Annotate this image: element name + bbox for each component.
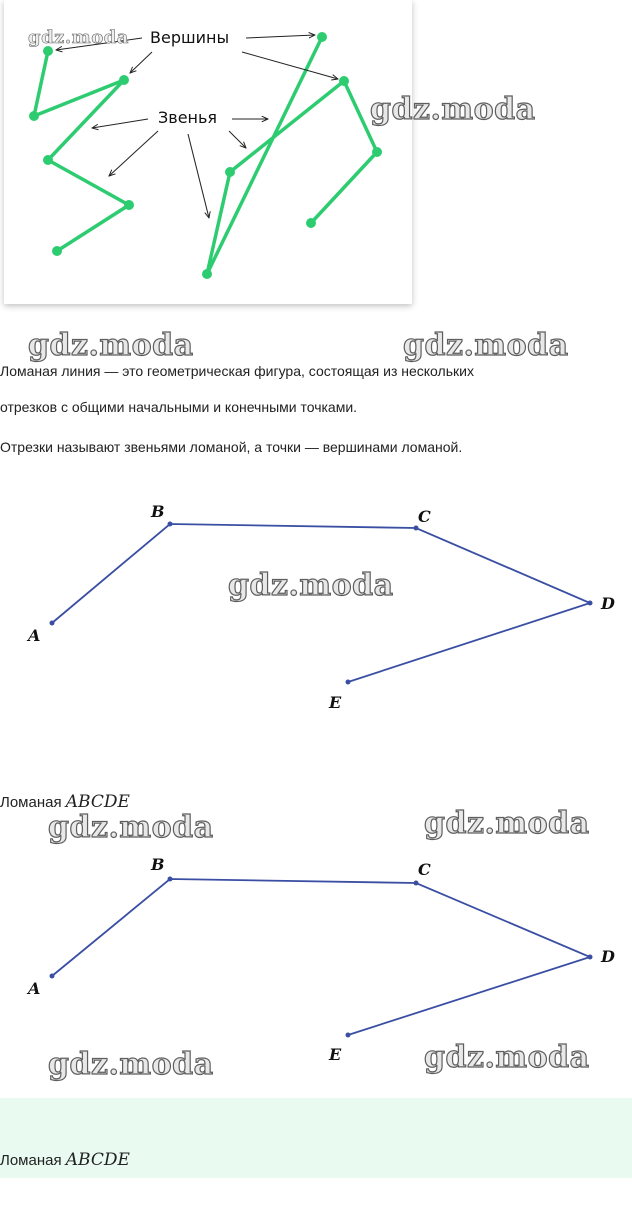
point-label-e-2: E <box>329 1045 342 1064</box>
watermark: gdz.moda <box>28 27 129 48</box>
polyline-figure-2 <box>0 830 632 1060</box>
right-polyline <box>207 37 377 274</box>
caption-prefix: Ломаная <box>0 794 62 811</box>
vertices-label: Вершины <box>150 28 230 47</box>
left-polyline <box>34 51 129 251</box>
definition-line-2: отрезков с общими начальными и конечными точками. <box>0 399 358 415</box>
watermark: gdz.moda <box>403 328 569 363</box>
definition-line-3: Отрезки называют звеньями ломаной, а точки — вершинами ломаной. <box>0 439 463 455</box>
definition-line-1: Ломаная линия — это геометрическая фигура, состоящая из нескольких <box>0 363 474 379</box>
vertex-dots <box>29 32 382 279</box>
point-label-e: E <box>329 693 342 712</box>
point-label-c: C <box>418 507 431 526</box>
answer-math: ABCDE <box>65 1150 130 1170</box>
watermark: gdz.moda <box>48 810 214 845</box>
watermark: gdz.moda <box>424 806 590 841</box>
point-label-b-2: B <box>151 855 165 874</box>
point-label-c-2: C <box>418 860 431 879</box>
point-label-d: D <box>601 594 615 613</box>
answer-text <box>0 1150 130 1170</box>
caption-math: ABCDE <box>65 792 130 812</box>
point-label-a: A <box>28 626 41 645</box>
point-label-a-2: A <box>28 979 41 998</box>
figure1-caption <box>0 792 130 812</box>
answer-prefix: Ломаная <box>0 1152 62 1169</box>
answer-block <box>0 1098 632 1178</box>
watermark: gdz.moda <box>228 568 394 603</box>
links-label: Звенья <box>158 108 218 127</box>
watermark: gdz.moda <box>370 92 536 127</box>
polyline-abcde-2 <box>52 879 590 1035</box>
polyline-figure-1 <box>0 480 632 740</box>
point-label-d-2: D <box>601 947 615 966</box>
figure1-points <box>50 522 593 685</box>
watermark: gdz.moda <box>48 1047 214 1082</box>
watermark: gdz.moda <box>424 1040 590 1075</box>
polyline-illustration-card <box>4 0 412 304</box>
polyline-abcde <box>52 524 590 682</box>
point-label-b: B <box>151 502 165 521</box>
figure2-points <box>50 877 593 1038</box>
watermark: gdz.moda <box>28 328 194 363</box>
